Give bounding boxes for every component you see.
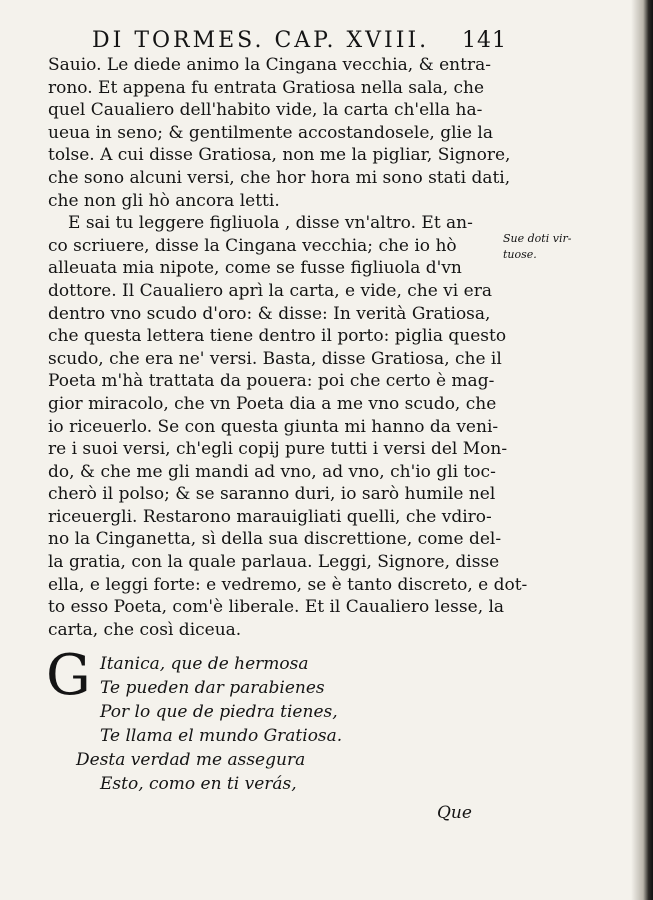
- text-line: riceuergli. Restarono marauigliati quelli, che vdiro-: [48, 506, 492, 527]
- text-line: io riceuerlo. Se con questa giunta mi hanno da veni-: [48, 416, 499, 437]
- drop-cap: G: [46, 643, 91, 708]
- text-line: no la Cinganetta, sì della sua discrettione, come del-: [48, 529, 502, 550]
- text-line: la gratia, con la quale parlaua. Leggi, Signore, disse: [48, 552, 500, 573]
- running-header: [92, 28, 512, 53]
- text-line: Poeta m'hà trattata da pouera: poi che certo è mag-: [48, 371, 495, 392]
- text-line: E sai tu leggere figliuola , disse vn'altro. Et an-: [68, 213, 473, 234]
- text-line: alleuata mia nipote, come se fusse figliuola d'vn: [48, 258, 462, 279]
- text-line: to esso Poeta, com'è liberale. Et il Caualiero lesse, la: [48, 597, 505, 618]
- text-line: co scriuere, disse la Cingana vecchia; che io hò: [48, 235, 457, 256]
- poem-line: Esto, como en ti verás,: [100, 774, 297, 794]
- poem: [76, 652, 430, 796]
- text-line: ueua in seno; & gentilmente accostandosele, glie la: [48, 122, 493, 143]
- poem-line: Desta verdad me assegura: [76, 750, 306, 770]
- text-line: cherò il polso; & se saranno duri, io sarò humile nel: [48, 484, 496, 505]
- text-line: dottore. Il Caualiero aprì la carta, e vide, che vi era: [48, 280, 492, 301]
- poem-line: Por lo que de piedra tienes,: [100, 702, 338, 722]
- text-line: Sauio. Le diede animo la Cingana vecchia, & entra-: [48, 55, 491, 75]
- marginal-note: [503, 231, 603, 263]
- text-line: tolse. A cui disse Gratiosa, non me la pigliar, Signore,: [48, 145, 511, 166]
- text-line: gior miracolo, che vn Poeta dia a me vno scudo, che: [48, 393, 497, 414]
- poem-line: Itanica, que de hermosa: [100, 654, 309, 674]
- marginal-note-line: tuose.: [503, 248, 537, 261]
- text-line: che non gli hò ancora letti.: [48, 190, 280, 211]
- text-line: ella, e leggi forte: e vedremo, se è tanto discreto, e dot-: [48, 574, 528, 595]
- text-line: che questa lettera tiene dentro il porto: piglia questo: [48, 326, 507, 347]
- poem-line: Te pueden dar parabienes: [100, 678, 325, 698]
- page-number: 141: [462, 28, 507, 53]
- text-line: scudo, che era ne' versi. Basta, disse Gratiosa, che il: [48, 348, 502, 369]
- text-line: che sono alcuni versi, che hor hora mi sono stati dati,: [48, 167, 511, 188]
- running-title: DI TORMES. CAP. XVIII.: [92, 28, 430, 53]
- text-line: carta, che così diceua.: [48, 619, 242, 640]
- text-line: do, & che me gli mandi ad vno, ad vno, ch'io gli toc-: [48, 461, 496, 482]
- catchword: Que: [437, 803, 472, 823]
- text-line: quel Caualiero dell'habito vide, la carta ch'ella ha-: [48, 100, 483, 121]
- poem-line: Te llama el mundo Gratiosa.: [100, 726, 343, 746]
- text-line: dentro vno scudo d'oro: & disse: In verità Gratiosa,: [48, 303, 491, 324]
- text-line: re i suoi versi, ch'egli copij pure tutti i versi del Mon-: [48, 439, 508, 460]
- text-line: rono. Et appena fu entrata Gratiosa nella sala, che: [48, 77, 485, 98]
- binding-shadow: [631, 0, 653, 900]
- marginal-note-line: Sue doti vir-: [503, 232, 572, 245]
